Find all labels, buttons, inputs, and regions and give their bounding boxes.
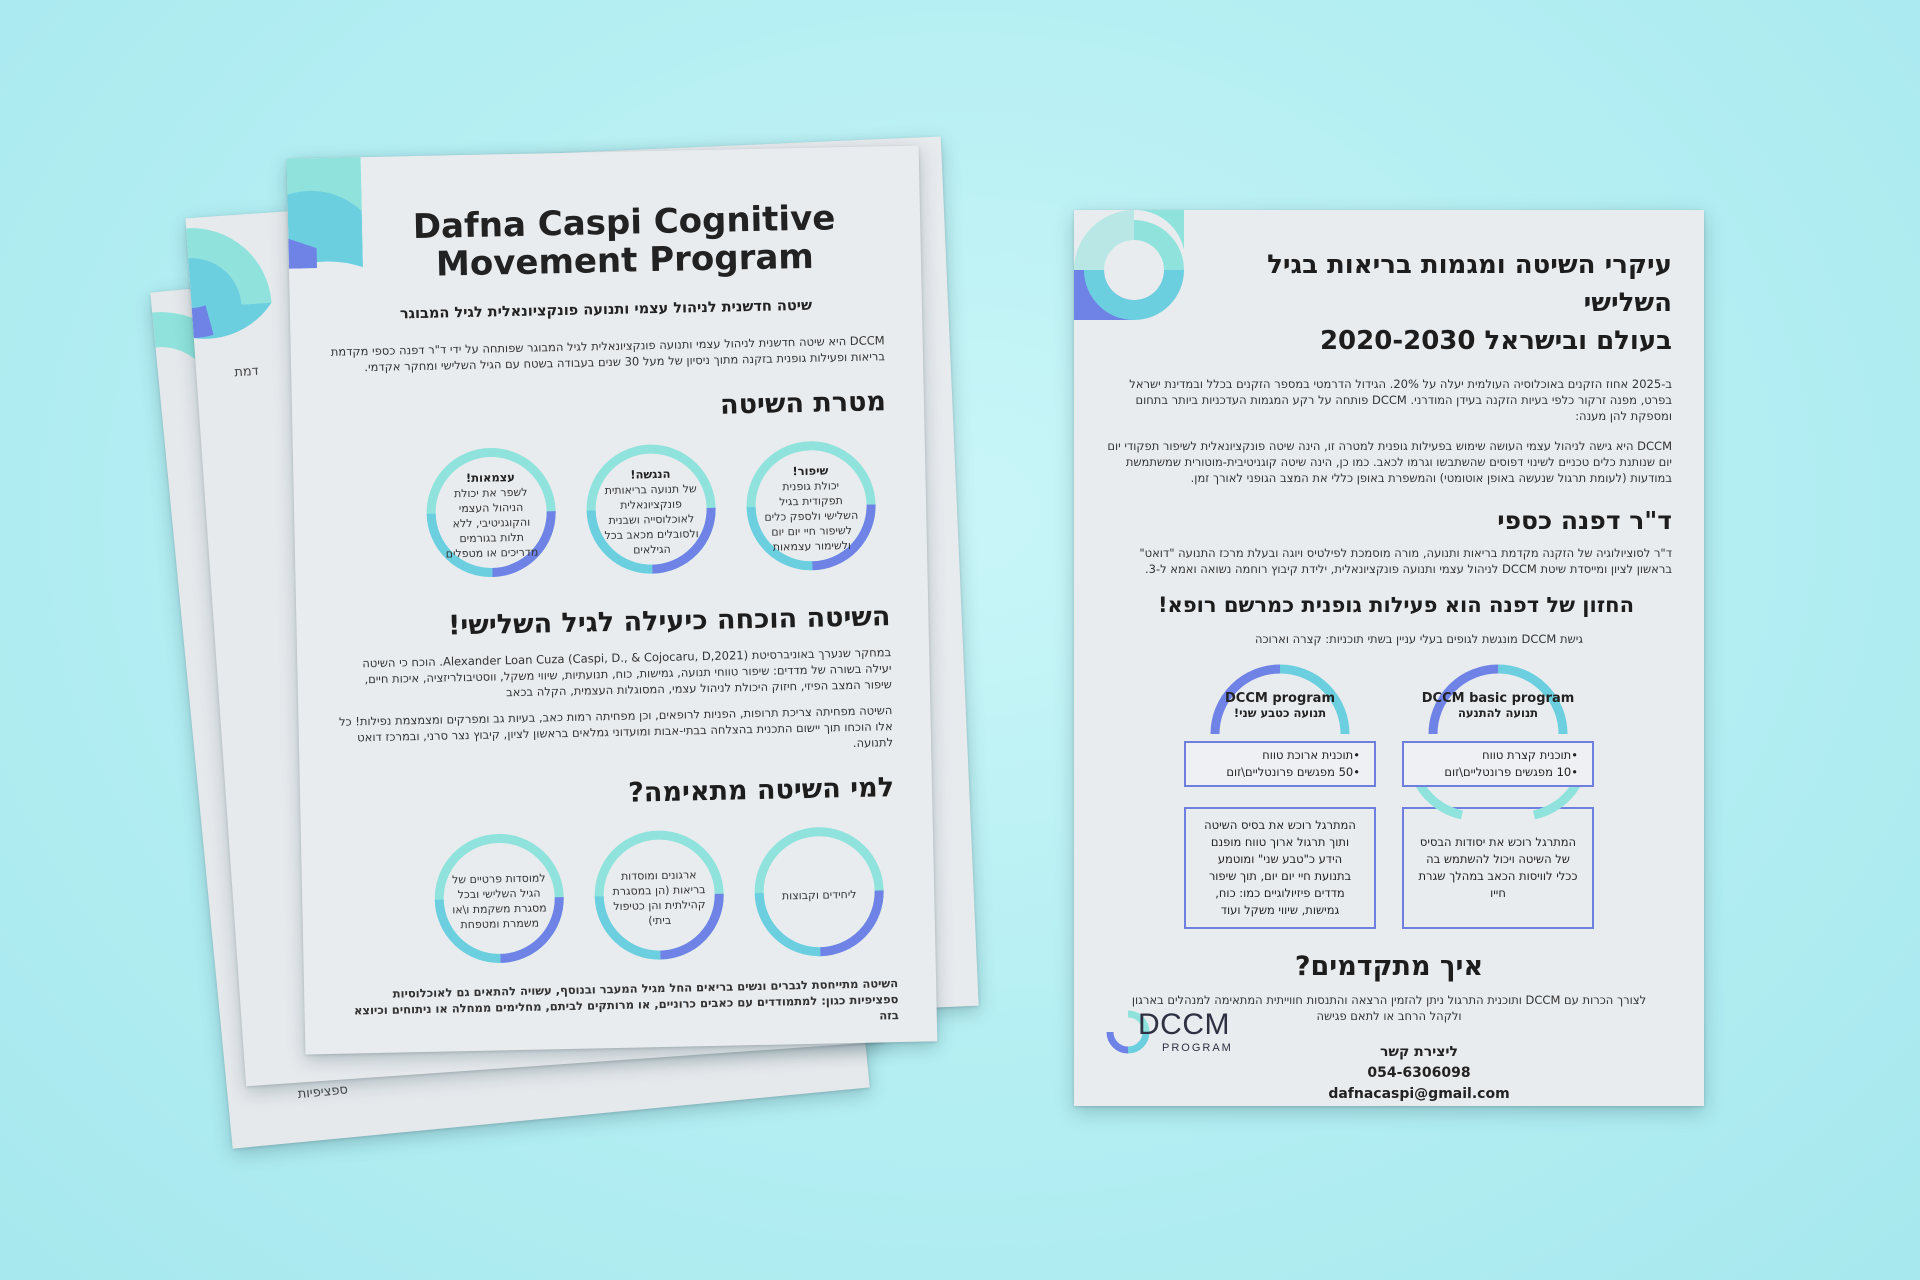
program-sub: תנועה להתנעה <box>1457 706 1539 720</box>
program-bullets <box>1184 741 1376 787</box>
goal-text: יכולת גופנית תפקודית בגיל השלישי ולספק כלים לשיפור חיי יום יום ולשימור עצמאות <box>764 479 859 554</box>
who-text: למוסדות פרטיים של הגיל השלישי ובכל מסגרת משקמת ו\או משמרת ומטפחת <box>451 871 547 932</box>
programs-intro: גישת DCCM מונגשת לגופים בעלי עניין בשתי תוכניות: קצרה וארוכה <box>1254 632 1584 646</box>
proven-heading: השיטה הוכחה כיעילה לגיל השלישי! <box>447 601 891 642</box>
contact-phone[interactable]: 054-6306098 <box>1367 1065 1471 1081</box>
program-sub: תנועה כטבע שני! <box>1233 706 1327 720</box>
bullet: •50 מפגשים פרונטליים\זום <box>1226 765 1360 779</box>
dccm-logo <box>1106 1004 1256 1064</box>
back-fragment: דמת <box>233 363 260 381</box>
program-bullets <box>1402 741 1594 787</box>
program-description: המתרגל רוכש את בסיס השיטה ותוך תרגול ארוך טווח מופנם הידע כ"טבע שני" ומוטמע בתנועת חיי יום יום, תוך שיפור מדדים פיזיולוגיים כמו: כוח, גמישות, שיווי משקל ועוד <box>1184 807 1376 929</box>
who-ring <box>747 819 892 964</box>
method-paragraph: DCCM היא גישה לניהול עצמי העושה שימוש בפעילות גופנית למטרה זו, הינה שיטה פונקציונאלית לשיפור תפקודי יום יום שנותנת כלים טכניים לשינוי דפוסים שהשתבשו וגרמו לכאב. כמו כן, הינה שיטה קוגניטיבית-מוטורית שמשתמשת במודעות (לעומת תרגול שנעשה באופן אוטומטי) והמשפרת באופן כללי את המצב הגופני לאורך זמן. <box>1107 439 1672 485</box>
contact-label: ליצירת קשר <box>1379 1044 1459 1060</box>
right-title: עיקרי השיטה ומגמות בריאות בגיל השלישי בעולם ובישראל 2020-2030 <box>1267 250 1672 356</box>
doctor-paragraph: ד"ר לסוציולוגיה של הזקנה מקדמת בריאות ותנועה, מורה מוסמכת לפילטיס ויוגה ובעלת מרכז התנועה "דואט" בראשון לציון ומייסדת שיטת DCCM לניהול עצמי ותנועה פונקציונאלית, ילידת קיבוץ רוחמה נשואה ואמא ל-3. <box>1139 546 1672 576</box>
trends-paragraph: ב-2025 אחוז הזקנים באוכלוסיה העולמית יעלה על 20%. הגידול הדרמטי במספר הזקנים בכלל ובמדינת ישראל בפרט, מפנה זרקור כלפי בעיות הזקנה בעידן המודרני. DCCM פותחה על רקע המגמות העדכניות ביותר בתחום ומספקת להן מענה: <box>1129 377 1672 423</box>
goal-text: לשפר את יכולת הניהול העצמי והקוגניטיבי, ללא תלות בגורמים מדריכים או מטפלים <box>445 485 539 561</box>
program-name: DCCM basic program <box>1421 691 1575 706</box>
front-flyer <box>287 145 938 1054</box>
right-flyer <box>1074 210 1704 1106</box>
proven-paragraph-1: במחקר שנערך באוניברסיטת Alexander Loan Cuza (Caspi, D., & Cojocaru, D,2021). הוכח כי השיטה יעילה בשורה של מדדים: שיפור טווחי תנועה, גמישות, כוח, תנועתיות, שיווי משקל, ווסטיבולריזציה, איכות חיים, שיפור המצב הפיזי, חיזוק היכולת לניהול עצמי, המסוגלות העצמית, הקלה בכאב <box>362 645 892 700</box>
intro-paragraph: DCCM היא שיטה חדשנית לניהול עצמי ותנועה פונקציונאלית לגיל המבוגר שפותחה על ידי ד"ר דפנה כספי מקדמת בריאות ופעילות גופנית בזקנה מתוך ניסיון של מעל 30 שנים בעבודה בשטח עם הגיל השלישי ומחקר אקדמי. <box>330 333 886 375</box>
program-card-full <box>1184 655 1376 929</box>
goal-heading: מטרת השיטה <box>719 386 887 421</box>
flyer-title: Dafna Caspi Cognitive Movement Program <box>412 198 836 285</box>
closing-paragraph: השיטה מתייחסת לגברים ונשים בריאים החל מגיל המעבר ובנוסף, עשויה להתאים גם לאוכלוסיות ספציפיות כגון: למתמודדים עם כאבים כרוניים, או מרותקים לביתם, מחלימים ממחלה או ניתוחים וכיוצא בזה <box>353 976 899 1023</box>
logo-main: DCCM <box>1138 1008 1230 1041</box>
corner-ring-decoration <box>1074 210 1184 320</box>
who-text: ארגונים ומוסדות בריאות (הן במסגרת קהילתית והן כטיפול ביתי) <box>612 868 706 928</box>
flyer-subtitle: שיטה חדשנית לניהול עצמי ותנועה פונקציונאלית לגיל המבוגר <box>399 297 813 323</box>
who-ring <box>427 826 572 971</box>
bullet: •10 מפגשים פרונטליים\זום <box>1444 765 1578 779</box>
who-ring <box>587 823 732 968</box>
goal-ring <box>419 440 564 585</box>
proven-paragraph-2: השיטה מפחיתה צריכת תרופות, הפניות לרופאים, וכן מפחיתה רמות כאב, בעיות גב ומפרקים ומצמצמת נפילות! כל אלו הוכחו תוך יישום התכנית בהצלחה בבתי-אבות ומועדוני גמלאים בראשון לציון, קיבוץ נצר סרני, ובמרכז דואט לתנועה. <box>338 703 894 750</box>
contact-email[interactable]: dafnacaspi@gmail.com <box>1328 1086 1510 1102</box>
bullet: •תוכנית ארוכת טווח <box>1262 748 1360 762</box>
goal-ring <box>739 433 884 578</box>
program-arc <box>1419 655 1577 747</box>
how-paragraph: לצורך הכרות עם DCCM ותוכנית התרגול ניתן להזמין הרצאה והתנסות חווייתית המתאימה למנהלים בארגון ולקהל הרחב או לתאם פגישה <box>1131 993 1647 1023</box>
logo-sub: PROGRAM <box>1162 1042 1233 1054</box>
programs <box>1106 655 1672 929</box>
goal-title: הנגשה! <box>630 466 671 482</box>
how-heading: איך מתקדמים? <box>1294 951 1484 982</box>
goal-text: של תנועה בריאותית פונקציונאלית לאוכלוסייה ושבנית ולסובלים מכאב בכל הגילאים <box>604 482 699 557</box>
bullet: •תוכנית קצרת טווח <box>1482 748 1578 762</box>
program-arc <box>1201 655 1359 747</box>
arc-tail <box>1402 785 1594 825</box>
goal-rings <box>331 433 890 587</box>
corner-ring-decoration <box>287 157 363 269</box>
back-bottom-line: ספציפיות <box>297 1082 349 1103</box>
goal-title: שיפור! <box>792 463 829 479</box>
who-rings <box>339 819 898 973</box>
corner-ring-decoration <box>185 212 284 348</box>
who-text: ליחידים וקבוצות <box>781 887 857 903</box>
doctor-heading: ד"ר דפנה כספי <box>1497 506 1672 535</box>
goal-title: עצמאות! <box>465 470 516 486</box>
goal-ring <box>579 437 724 582</box>
program-card-basic <box>1402 655 1594 929</box>
vision-heading: החזון של דפנה הוא פעילות גופנית כמרשם רופא! <box>1157 593 1634 617</box>
program-name: DCCM program <box>1224 691 1336 706</box>
program-description: המתרגל רוכש את יסודות הבסיס של השיטה ויכול להשתמש בה ככלי לוויסות הכאב במהלך שגרת חייו <box>1402 807 1594 929</box>
who-heading: למי השיטה מתאימה? <box>627 772 895 809</box>
